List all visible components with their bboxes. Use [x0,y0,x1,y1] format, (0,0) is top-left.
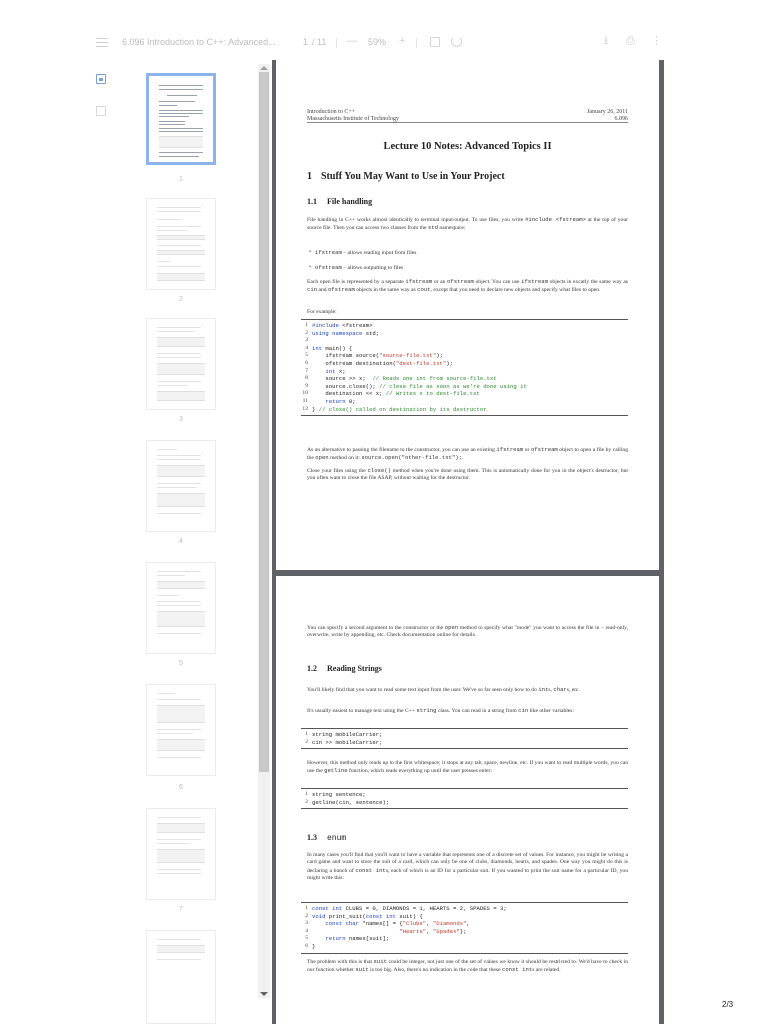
more-actions-icon[interactable]: ⋮ [651,35,662,47]
code-line: 5 return names[suit]; [305,935,390,943]
code-line: 11 return 0; [302,397,356,405]
code-line: 12 } // close() called on destination by its destructor [302,405,487,413]
print-icon[interactable]: ⎙ [626,35,635,47]
page-thumbnail[interactable] [146,930,216,1024]
code-line: 2 void print_suit(const int suit) { [305,912,423,920]
code-line: 6 } [305,942,316,950]
page-indicator [296,37,326,47]
scroll-up-arrow-icon[interactable] [260,66,268,70]
paragraph: It's usually easiest to manage text using the C++ string class. You can read in a string from cin like other variables: [307,707,575,714]
document-page [276,576,659,1024]
toolbar-divider [336,38,337,48]
code-line: 2 using namespace std; [305,329,380,337]
list-item: • ofstream – allows outputting to files [315,264,628,271]
list-item: • ifstream – allows reading input from files [315,249,628,256]
code-line: 1 #include <fstream> [305,322,373,329]
paragraph: Close your files using the close() method when you're done using them. This is automatically done for you in the object's destructor, but you often want to close the file ASAP, without waiting for the destructor. [307,467,628,482]
code-line: 3 const char *names[] = {"Clubs", "Diamonds", [305,920,470,928]
thumbnail-page-number: 3 [179,416,183,423]
paragraph: You'll likely find that you want to read some text input from the user. We've so far seen only how to do ints, chars, etc. [307,686,580,693]
thumbnail-page-number: 4 [179,538,183,545]
code-line: 7 int x; [305,367,346,375]
code-line: 9 source.close(); // close file as soon as we're done using it [305,382,527,390]
current-page-input[interactable]: 1 [302,37,308,47]
thumbnail-page-number: 6 [179,784,183,791]
lecture-title: Lecture 10 Notes: Advanced Topics II [383,141,552,152]
code-block [301,728,628,749]
page-thumbnail[interactable] [146,684,216,776]
page-thumbnail[interactable] [146,198,216,290]
zoom-in-button[interactable]: + [399,35,406,47]
zoom-out-button[interactable]: — [346,35,357,47]
page-thumbnail[interactable] [146,562,216,654]
page-total: / 11 [312,37,327,47]
page-thumbnail[interactable] [146,318,216,410]
page-counter: 2/3 [722,1000,734,1009]
thumbnail-sidebar [84,60,272,1024]
code-line: 3 [305,337,308,344]
code-line: 8 source >> x; // Reads one int from source-file.txt [305,375,497,383]
code-line: 6 ofstream destination("dest-file.txt"); [305,359,453,367]
code-block [301,788,628,809]
page-thumbnail[interactable] [146,73,216,165]
scroll-down-arrow-icon[interactable] [260,992,268,996]
code-line: 4 "Hearts", "Spades"}; [305,927,467,935]
subsection-heading: 1.2 Reading Strings [307,664,382,673]
code-line: 1 string mobileCarrier; [305,731,383,738]
paragraph: The problem with this is that suit could be integer, not just one of the set of values we know it should be restricted to. We'd have to check in our function whether suit is too big. Also, there's no indication in the code that these const ints are related. [307,958,628,974]
header-course-number: 6.096 [614,116,628,122]
subsection-heading: 1.1 File handling [307,197,373,206]
code-line: 5 ifstream source("source-file.txt"); [305,352,443,360]
viewer-toolbar [0,0,672,60]
code-block [301,902,628,954]
thumbnail-page-number: 1 [179,176,183,183]
thumbnail-page-number: 7 [179,906,183,913]
toolbar-divider [416,38,417,48]
paragraph: However, this method only reads up to the first whitespace; it stops at any tab, space, newline, etc. If you want to read multiple words, you can use the getline function, which reads everything up until the user presses enter: [307,760,628,775]
paragraph: You can specify a second argument to the constructor or the open method to specify what "mode" you want to access the file in – read-only, overwrite, write by appending, etc. Check documentation online for details. [307,624,628,639]
document-page [276,60,659,570]
thumbnail-page-number: 2 [179,296,183,303]
code-line: 2 getline(cin, sentence); [305,798,390,806]
code-line: 1 const int CLUBS = 0, DIAMONDS = 1, HEARTS = 2, SPADES = 3; [305,905,507,912]
section-heading: 1 Stuff You May Want to Use in Your Project [307,171,505,182]
code-line: 1 string sentence; [305,791,366,798]
header-date: January 26, 2011 [587,109,628,115]
code-block [301,319,628,416]
code-line: 2 cin >> mobileCarrier; [305,738,383,746]
code-line: 4 int main() { [305,344,353,352]
paragraph: For example: [307,309,337,315]
zoom-level[interactable]: 59% [368,37,387,47]
download-icon[interactable]: ⭳ [604,35,608,47]
page-thumbnail[interactable] [146,808,216,900]
rotate-icon[interactable] [451,36,462,47]
header-institution: Massachusetts Institute of Technology [307,116,399,122]
document-viewer[interactable] [272,60,664,1024]
subsection-heading: 1.3 enum [307,833,347,843]
code-line: 10 destination << x; // Writes x to dest-file.txt [302,390,480,398]
header-course: Introduction to C++ [307,109,356,115]
document-title: 6.096 Introduction to C++: Advanced... [122,37,276,47]
fit-page-icon[interactable] [430,37,440,47]
paragraph: File handling in C++ works almost identically to terminal input/output. To use files, you write #include <fstream> at the top of your source file. Then you can access two classes from the std namespace: [307,216,628,232]
thumbnail-page-number: 5 [179,660,183,667]
paragraph: Each open file is represented by a separate ifstream or an ofstream object. You can use ifstream objects in excatly the same way as cin and ofstream objects in the same way as cout, except that you need to declare new objects and specify what files to open. [307,278,628,294]
page-thumbnail[interactable] [146,440,216,532]
paragraph: In many cases you'll find that you'll want to have a variable that represents one of a discrete set of values. For instance, you might be writing a card game and want to store the suit of a card, which can only be one of clubs, diamonds, hearts, and spades. One way you might do this is declaring a bunch of const ints, each of which is an ID for a particular suit. If you wanted to print the suit name for a particular ID, you might write this: [307,852,628,882]
thumbnail-scrollbar[interactable] [258,64,270,998]
thumbnail-list [84,60,272,1024]
menu-icon[interactable] [96,38,108,47]
page-header [307,109,628,123]
scrollbar-thumb[interactable] [259,72,269,772]
paragraph: As an alternative to passing the filename to the constructor, you can use an existing ifstream or ofstream object to open a file by calling the open method on it: source.open("other-file.txt");. [307,446,628,462]
